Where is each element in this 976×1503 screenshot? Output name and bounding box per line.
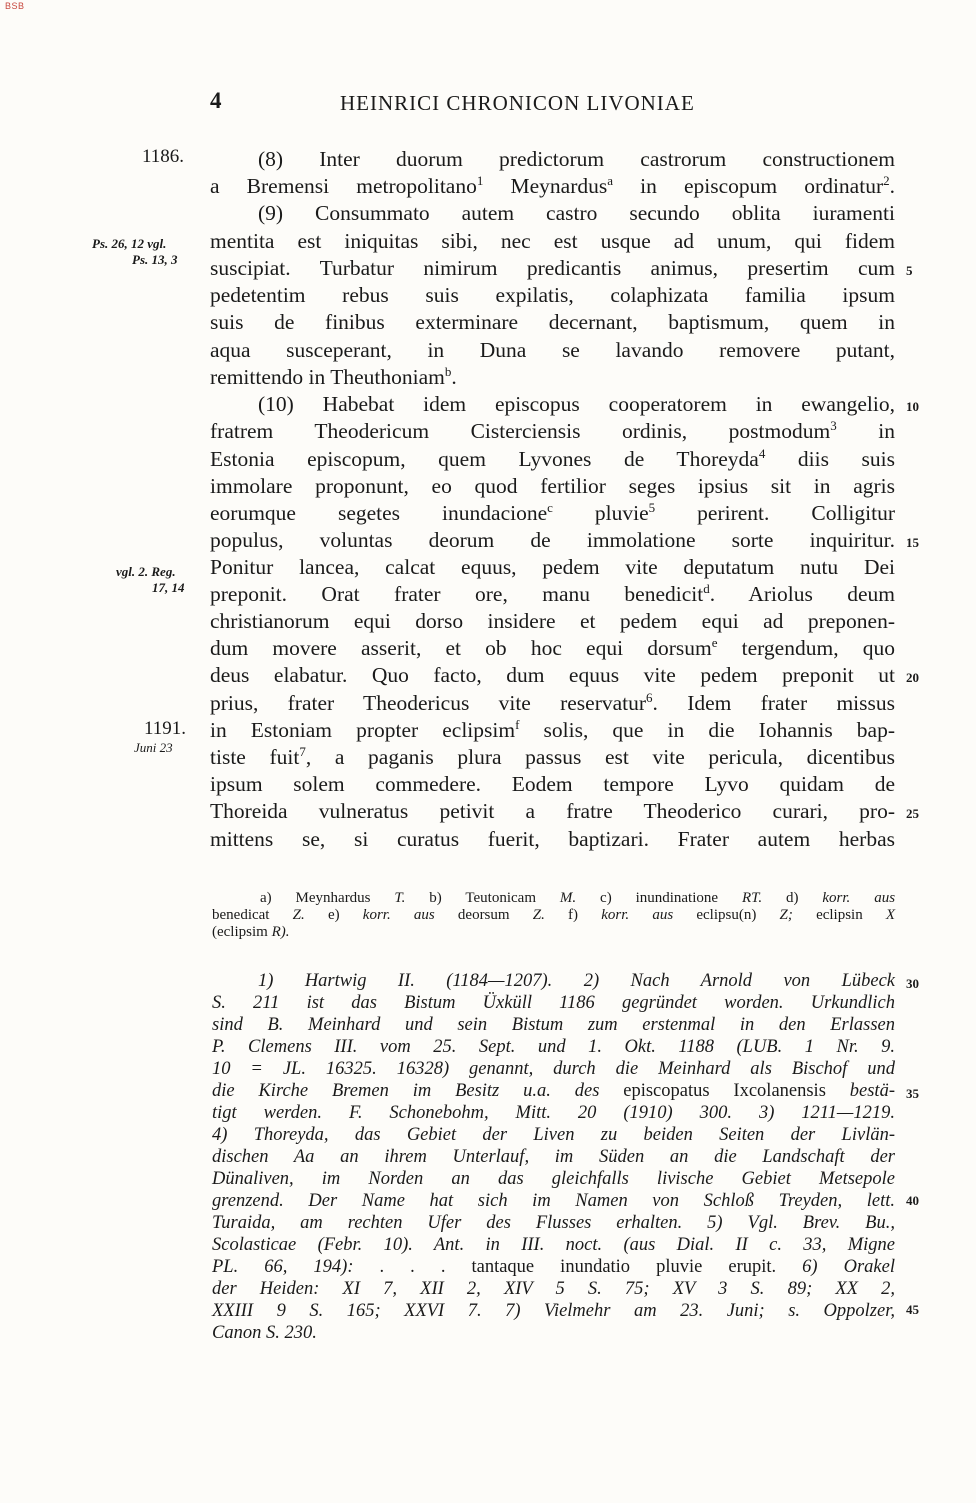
text-line: prius, frater Theodericus vite reservatur$^6$. Idem frater missus (210, 690, 895, 715)
margin-psalm-ref: Ps. 26, 12 vgl. (92, 236, 167, 251)
footnote-line: grenzend. Der Name hat sich im Namen von Schloß Treyden, lett. (212, 1191, 895, 1211)
text-line: remittendo in Theuthoniam$^b$. (210, 364, 457, 389)
line-number: 35 (906, 1086, 919, 1101)
text-line: deus elabatur. Quo facto, dum equus vite pedem preponit ut (210, 663, 895, 687)
text-line: christianorum equi dorso insidere et pedem equi ad preponen- (210, 609, 895, 633)
text-line: a Bremensi metropolitano$^1$ Meynardus$^a$ in episcopum ordinatur$^2$. (210, 173, 895, 198)
line-number: 5 (906, 263, 913, 278)
text-line: dum movere asserit, et ob hoc equi dorsum$^e$ tergendum, quo (210, 635, 895, 660)
footnote-line: dischen Aa an ihrem Unterlauf, im Süden an die Landschaft der (212, 1147, 895, 1167)
margin-psalm-ref-2: Ps. 13, 3 (132, 252, 178, 267)
text-line: suis de finibus exterminare decernant, baptismum, quem in (210, 310, 895, 334)
margin-year-1186: 1186. (142, 146, 185, 167)
text-line: suscipiat. Turbatur nimirum predicantis animus, presertim cum (210, 256, 895, 280)
footnote-line: 4) Thoreyda, das Gebiet der Liven zu beiden Seiten der Livlän- (212, 1125, 895, 1145)
line-number: 40 (906, 1193, 919, 1208)
line-number: 10 (906, 399, 919, 414)
line-number: 45 (906, 1302, 919, 1317)
margin-year-1191: 1191. (144, 718, 187, 739)
page-number: 4 (210, 88, 222, 113)
line-number: 20 (906, 670, 919, 685)
footnote-line: die Kirche Bremen im Besitz u.a. des episcopatus Ixcolanensis bestä- (212, 1081, 895, 1101)
text-line: in Estoniam propter eclipsim$^f$ solis, que in die Iohannis bap- (210, 717, 895, 742)
text-line: pedetentim rebus suis expilatis, colaphizata familia ipsum (210, 283, 895, 307)
running-title: HEINRICI CHRONICON LIVONIAE (340, 91, 695, 115)
footnote-line: XXIII 9 S. 165; XXVI 7. 7) Vielmehr am 23. Juni; s. Oppolzer, (212, 1301, 895, 1321)
text-line: Ponitur lancea, calcat equus, pedem vite deputatum nutu Dei (210, 555, 895, 579)
text-line: (8) Inter duorum predictorum castrorum constructionem (258, 147, 895, 171)
text-line: eorumque segetes inundacione$^c$ pluvie$^5$ perirent. Colligitur (210, 500, 895, 525)
text-line: Thoreida vulneratus petivit a fratre Theoderico curari, pro- (210, 799, 895, 823)
footnote-line: PL. 66, 194): . . . tantaque inundatio pluvie erupit. 6) Orakel (212, 1257, 895, 1277)
margin-reg-ref-2: 17, 14 (152, 580, 185, 595)
line-number: 30 (906, 976, 919, 991)
footnote-line: der Heiden: XI 7, XII 2, XIV 5 S. 75; XV 3 S. 89; XX 2, (212, 1279, 895, 1299)
footnote-line: Scolasticae (Febr. 10). Ant. in III. noct. (aus Dial. II c. 33, Migne (212, 1235, 895, 1255)
text-line: aqua susceperant, in Duna se lavando removere putant, (210, 338, 895, 362)
footnote-line: S. 211 ist das Bistum Üxküll 1186 gegründet worden. Urkundlich (212, 993, 895, 1013)
text-line: populus, voluntas deorum de immolatione sorte inquiritur. (210, 528, 895, 552)
apparatus-line: a) Meynhardus T. b) Teutonicam M. c) inundinatione RT. d) korr. aus (260, 890, 896, 906)
margin-reg-ref: vgl. 2. Reg. (116, 564, 176, 579)
line-number: 25 (906, 806, 919, 821)
text-line: fratrem Theodericum Cisterciensis ordinis, postmodum$^3$ in (210, 418, 895, 443)
apparatus-line: benedicat Z. e) korr. aus deorsum Z. f) korr. aus eclipsu(n) Z; eclipsin X (212, 907, 896, 923)
text-line: preponit. Orat frater ore, manu benedicit$^d$. Ariolus deum (210, 581, 895, 606)
line-number: 15 (906, 535, 919, 550)
text-line: ipsum solem commedere. Eodem tempore Lyvo quidam de (210, 772, 895, 796)
apparatus-line: (eclipsim R). (212, 924, 290, 940)
footnote-line: 1) Hartwig II. (1184—1207). 2) Nach Arnold von Lübeck (258, 971, 895, 991)
margin-date-juni: Juni 23 (134, 740, 173, 755)
footnote-line: tigt werden. F. Schonebohm, Mitt. 20 (1910) 300. 3) 1211—1219. (212, 1103, 895, 1123)
footnote-line: 10 = JL. 16325. 16328) genannt, durch die Meinhard als Bischof und (212, 1059, 895, 1079)
footnote-line: P. Clemens III. vom 25. Sept. und 1. Okt. 1188 (LUB. 1 Nr. 9. (212, 1037, 895, 1057)
footnote-line: Dünaliven, im Norden an das gleichfalls livische Gebiet Metsepole (212, 1169, 895, 1189)
text-line: Estonia episcopum, quem Lyvones de Thoreyda$^4$ diis suis (210, 446, 895, 471)
text-line: immolare proponunt, eo quod fertilior seges ipsius sit in agris (210, 474, 895, 498)
text-line: mentita est iniquitas sibi, nec est usque ad unum, qui fidem (210, 229, 895, 253)
footnote-line: Canon S. 230. (212, 1323, 317, 1343)
text-line: (9) Consummato autem castro secundo oblita iuramenti (258, 201, 895, 225)
footnote-line: Turaida, am rechten Ufer des Flusses erhalten. 5) Vgl. Brev. Bu., (212, 1213, 895, 1233)
text-line: mittens se, si curatus fuerit, baptizari. Frater autem herbas (210, 827, 895, 851)
text-line: (10) Habebat idem episcopus cooperatorem in ewangelio, (258, 392, 895, 416)
footnote-line: sind B. Meinhard und sein Bistum zum erstenmal in den Erlassen (212, 1015, 895, 1035)
watermark: BSB (5, 1, 25, 11)
text-line: tiste fuit$^7$, a paganis plura passus est vite pericula, dicentibus (210, 744, 896, 769)
